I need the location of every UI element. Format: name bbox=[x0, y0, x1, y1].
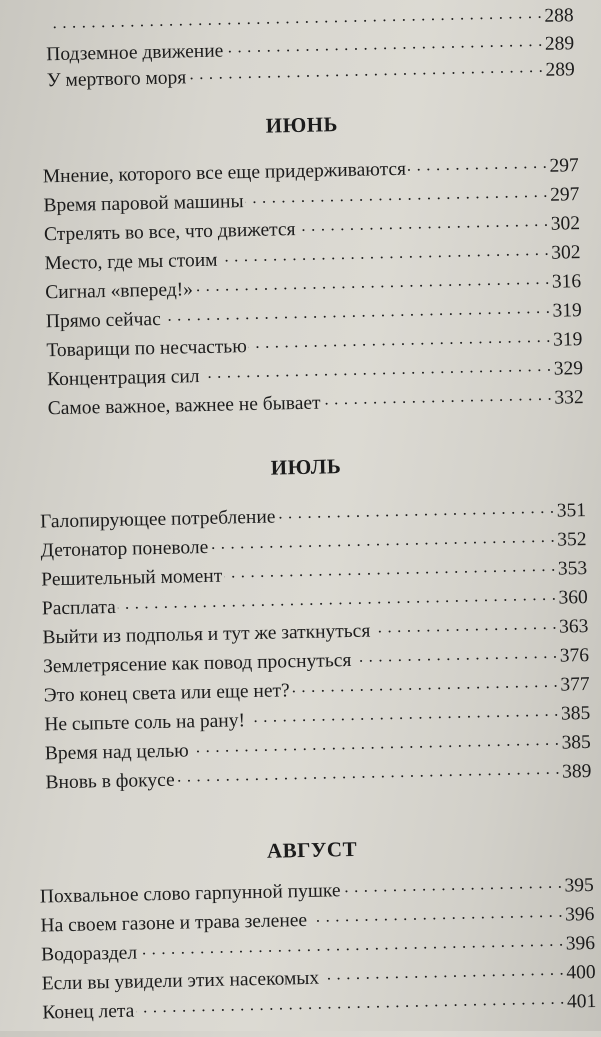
leader-dots bbox=[291, 675, 558, 697]
leader-dots bbox=[247, 704, 559, 727]
toc-entry-page: 376 bbox=[559, 644, 590, 667]
toc-entry-title: Время паровой машины bbox=[43, 191, 244, 217]
toc-entry-page: 332 bbox=[554, 387, 584, 409]
leader-dots bbox=[210, 530, 555, 553]
toc-entry-page: 288 bbox=[544, 5, 574, 27]
leader-dots bbox=[136, 992, 565, 1017]
toc-entry-title: Похвальное слово гарпунной пушке bbox=[39, 880, 341, 908]
leader-dots bbox=[190, 733, 559, 757]
leader-dots bbox=[322, 388, 552, 409]
toc-entry-page: 401 bbox=[566, 990, 597, 1013]
toc-entry-page: 385 bbox=[560, 702, 591, 725]
leader-dots bbox=[277, 501, 555, 523]
toc-entry-title: У мертвого моря bbox=[46, 67, 187, 92]
leader-dots bbox=[225, 34, 543, 57]
leader-dots bbox=[176, 762, 560, 786]
leader-dots bbox=[342, 876, 562, 897]
leader-dots bbox=[163, 301, 551, 325]
leader-dots bbox=[47, 6, 542, 32]
toc-entry-page: 396 bbox=[564, 903, 595, 926]
toc-entry-title: Стрелять во все, что движется bbox=[43, 219, 296, 246]
leader-dots bbox=[309, 905, 563, 926]
toc-entry-page: 363 bbox=[558, 615, 589, 638]
toc-entry-title: Прямо сейчас bbox=[45, 308, 161, 333]
toc-entry-title: Не сыпьте соль на рану! bbox=[44, 710, 246, 736]
toc-entry-title: Решительный момент bbox=[41, 565, 223, 591]
leader-dots bbox=[139, 934, 564, 959]
leader-dots bbox=[219, 243, 549, 266]
toc-entry-page: 289 bbox=[545, 59, 575, 81]
toc-entry-title: Самое важное, важнее не бывает bbox=[47, 392, 321, 420]
toc-entry-page: 316 bbox=[551, 271, 582, 293]
toc-entry-page: 360 bbox=[558, 587, 589, 609]
toc-entry-title: Сигнал «вперед!» bbox=[45, 279, 194, 304]
toc-entry-page: 297 bbox=[549, 184, 580, 206]
toc-entry-page: 302 bbox=[551, 242, 581, 264]
toc-entry-title: Это конец света или еще нет? bbox=[43, 680, 290, 707]
leader-dots bbox=[408, 156, 548, 175]
toc-entry-page: 389 bbox=[561, 760, 592, 783]
toc-entry-page: 302 bbox=[550, 213, 581, 235]
leader-dots bbox=[195, 272, 550, 295]
toc-entry-title: На своем газоне и трава зеленее bbox=[40, 909, 308, 937]
toc-entry-title: Концентрация сил bbox=[46, 366, 200, 391]
toc-entry-title: Конец лета bbox=[42, 1000, 135, 1024]
toc-entry-title: Мнение, которого все еще придерживаются bbox=[42, 158, 407, 188]
toc-entry-page: 329 bbox=[553, 358, 584, 380]
leader-dots bbox=[321, 963, 565, 984]
section-heading: ИЮЛЬ bbox=[270, 454, 342, 480]
toc-entry-page: 351 bbox=[556, 500, 587, 522]
toc-entry-title: Товарищи по несчастью bbox=[46, 336, 247, 362]
toc-entry-title: Вновь в фокусе bbox=[45, 769, 175, 794]
toc-entry-title: Если вы увидели этих насекомых bbox=[41, 967, 320, 995]
toc-entry-title: Галопирующее потребление bbox=[39, 506, 276, 533]
toc-entry-page: 396 bbox=[565, 932, 596, 955]
toc-entry-page: 400 bbox=[566, 961, 596, 984]
toc-entry-title: Расплата bbox=[41, 596, 116, 620]
toc-entry-title: Водораздел bbox=[40, 942, 138, 966]
toc-entry-title: Выйти из подполья и тут же заткнуться bbox=[42, 620, 371, 649]
toc-entry-page: 352 bbox=[557, 529, 587, 551]
section-heading: ИЮНЬ bbox=[265, 112, 339, 138]
toc-entry-page: 319 bbox=[552, 329, 583, 351]
section-heading: АВГУСТ bbox=[266, 836, 358, 863]
toc-entry-page: 319 bbox=[552, 300, 582, 322]
toc-entry-title: Место, где мы стоим bbox=[44, 249, 218, 275]
toc-entry-page: 377 bbox=[560, 673, 590, 696]
toc-entry-page: 297 bbox=[549, 155, 579, 177]
toc-entry-page: 289 bbox=[544, 33, 575, 55]
toc-entry-title: Землетрясение как повод проснуться bbox=[42, 649, 352, 678]
leader-dots bbox=[353, 646, 558, 666]
toc-entry-title: Подземное движение bbox=[46, 40, 224, 66]
leader-dots bbox=[224, 559, 556, 582]
leader-dots bbox=[297, 214, 549, 235]
leader-dots bbox=[372, 617, 557, 637]
leader-dots bbox=[201, 359, 552, 382]
toc-entry-title: Детонатор поневоле bbox=[40, 536, 209, 562]
toc-entry-title: Время над целью bbox=[44, 740, 189, 765]
toc-entry-page: 395 bbox=[564, 874, 595, 897]
leader-dots bbox=[249, 330, 552, 352]
toc-entry-page: 353 bbox=[557, 558, 588, 580]
toc-entry-page: 385 bbox=[561, 731, 592, 754]
leader-dots bbox=[245, 185, 548, 207]
